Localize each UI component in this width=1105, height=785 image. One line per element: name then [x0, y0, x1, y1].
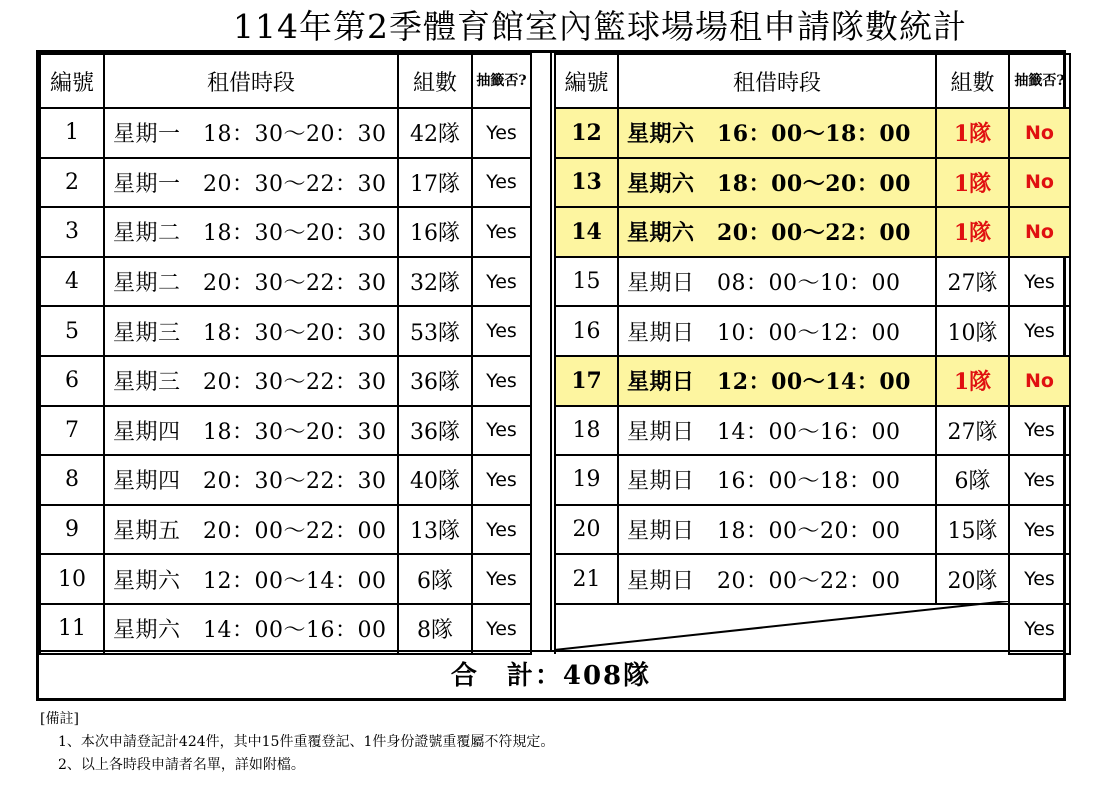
row-draw: No	[1009, 356, 1070, 406]
row-draw: Yes	[1009, 406, 1070, 456]
row-draw: Yes	[1009, 257, 1070, 307]
row-number: 7	[40, 406, 104, 456]
row-count: 6隊	[398, 554, 472, 604]
table-row	[555, 505, 1070, 555]
row-draw: Yes	[1009, 455, 1070, 505]
total-row: 合 計：408隊	[39, 650, 1063, 700]
row-period: 星期二 18：30～20：30	[104, 207, 398, 257]
row-count: 27隊	[936, 257, 1009, 307]
row-count: 17隊	[398, 158, 472, 208]
row-number: 19	[555, 455, 618, 505]
row-number: 17	[555, 356, 618, 406]
row-number: 9	[40, 505, 104, 555]
row-number: 11	[40, 604, 104, 654]
row-period: 星期一 18：30～20：30	[104, 108, 398, 158]
row-count: 40隊	[398, 455, 472, 505]
row-draw: Yes	[472, 505, 531, 555]
row-draw: No	[1009, 207, 1070, 257]
row-draw: Yes	[472, 604, 531, 654]
row-period: 星期一 20：30～22：30	[104, 158, 398, 208]
row-count: 42隊	[398, 108, 472, 158]
left-table	[39, 53, 532, 655]
header-draw: 抽籤否?	[1009, 54, 1070, 108]
row-number: 2	[40, 158, 104, 208]
empty-cell-diagonal	[554, 601, 1008, 650]
row-draw: Yes	[472, 455, 531, 505]
table-row	[40, 257, 531, 307]
table-row	[555, 554, 1070, 604]
row-number: 4	[40, 257, 104, 307]
table-row	[555, 455, 1070, 505]
row-draw: Yes	[1009, 505, 1070, 555]
row-period: 星期六 14：00～16：00	[104, 604, 398, 654]
row-period: 星期日 12：00～14：00	[618, 356, 936, 406]
stats-table	[36, 50, 1066, 701]
row-draw: No	[1009, 108, 1070, 158]
row-number: 3	[40, 207, 104, 257]
row-draw: Yes	[472, 257, 531, 307]
row-number: 18	[555, 406, 618, 456]
row-draw: Yes	[472, 406, 531, 456]
row-number: 1	[40, 108, 104, 158]
table-row	[40, 356, 531, 406]
row-period: 星期三 20：30～22：30	[104, 356, 398, 406]
row-draw: Yes	[472, 356, 531, 406]
row-count: 1隊	[936, 158, 1009, 208]
table-gap	[530, 53, 552, 650]
row-period: 星期日 20：00～22：00	[618, 554, 936, 604]
header-period: 租借時段	[618, 54, 936, 108]
row-draw: Yes	[472, 554, 531, 604]
row-count: 1隊	[936, 207, 1009, 257]
row-count: 15隊	[936, 505, 1009, 555]
row-count: 6隊	[936, 455, 1009, 505]
note-line-1: 1、本次申請登記計424件，其中15件重覆登記、1件身份證號重覆屬不符規定。	[58, 734, 555, 750]
header-count: 組數	[936, 54, 1009, 108]
header-num: 編號	[555, 54, 618, 108]
table-row	[40, 554, 531, 604]
table-row	[40, 108, 531, 158]
row-period: 星期日 10：00～12：00	[618, 306, 936, 356]
table-row	[555, 158, 1070, 208]
row-period: 星期四 20：30～22：30	[104, 455, 398, 505]
row-period: 星期日 16：00～18：00	[618, 455, 936, 505]
table-row	[555, 207, 1070, 257]
table-row	[555, 356, 1070, 406]
table-row	[40, 406, 531, 456]
row-draw: Yes	[472, 158, 531, 208]
row-period: 星期五 20：00～22：00	[104, 505, 398, 555]
note-line-2: 2、以上各時段申請者名單，詳如附檔。	[58, 757, 305, 773]
row-period: 星期六 12：00～14：00	[104, 554, 398, 604]
table-row	[40, 505, 531, 555]
header-period: 租借時段	[104, 54, 398, 108]
table-row	[40, 604, 531, 654]
row-number: 5	[40, 306, 104, 356]
table-row	[555, 257, 1070, 307]
row-number: 15	[555, 257, 618, 307]
table-row	[555, 306, 1070, 356]
row-count: 27隊	[936, 406, 1009, 456]
row-number: 13	[555, 158, 618, 208]
table-row	[40, 306, 531, 356]
row-count: 13隊	[398, 505, 472, 555]
row-number: 10	[40, 554, 104, 604]
row-number: 21	[555, 554, 618, 604]
row-count: 1隊	[936, 356, 1009, 406]
row-draw: Yes	[1009, 554, 1070, 604]
row-count: 10隊	[936, 306, 1009, 356]
row-period: 星期三 18：30～20：30	[104, 306, 398, 356]
row-number: 6	[40, 356, 104, 406]
row-number: 14	[555, 207, 618, 257]
table-row	[555, 406, 1070, 456]
row-count: 20隊	[936, 554, 1009, 604]
row-number: 12	[555, 108, 618, 158]
row-period: 星期日 14：00～16：00	[618, 406, 936, 456]
row-count: 1隊	[936, 108, 1009, 158]
table-row	[40, 455, 531, 505]
row-period: 星期二 20：30～22：30	[104, 257, 398, 307]
row-period: 星期日 18：00～20：00	[618, 505, 936, 555]
row-draw: Yes	[472, 207, 531, 257]
row-period: 星期六 18：00～20：00	[618, 158, 936, 208]
row-period: 星期六 16：00～18：00	[618, 108, 936, 158]
row-number: 20	[555, 505, 618, 555]
row-count: 53隊	[398, 306, 472, 356]
row-count: 36隊	[398, 356, 472, 406]
row-draw: Yes	[472, 108, 531, 158]
notes	[40, 708, 940, 777]
row-draw: Yes	[472, 306, 531, 356]
page-title: 114年第2季體育館室內籃球場場租申請隊數統計	[233, 7, 967, 46]
header-num: 編號	[40, 54, 104, 108]
right-table	[554, 53, 1071, 655]
row-period: 星期六 20：00～22：00	[618, 207, 936, 257]
row-period: 星期四 18：30～20：30	[104, 406, 398, 456]
header-draw: 抽籤否?	[472, 54, 531, 108]
row-count: 16隊	[398, 207, 472, 257]
table-row	[555, 108, 1070, 158]
row-count: 8隊	[398, 604, 472, 654]
row-draw: No	[1009, 158, 1070, 208]
row-count: 36隊	[398, 406, 472, 456]
row-draw: Yes	[1009, 604, 1070, 654]
header-count: 組數	[398, 54, 472, 108]
row-number: 8	[40, 455, 104, 505]
row-number: 16	[555, 306, 618, 356]
row-count: 32隊	[398, 257, 472, 307]
row-draw: Yes	[1009, 306, 1070, 356]
notes-heading: [備註]	[40, 711, 79, 727]
table-row	[40, 158, 531, 208]
row-period: 星期日 08：00～10：00	[618, 257, 936, 307]
table-row	[40, 207, 531, 257]
